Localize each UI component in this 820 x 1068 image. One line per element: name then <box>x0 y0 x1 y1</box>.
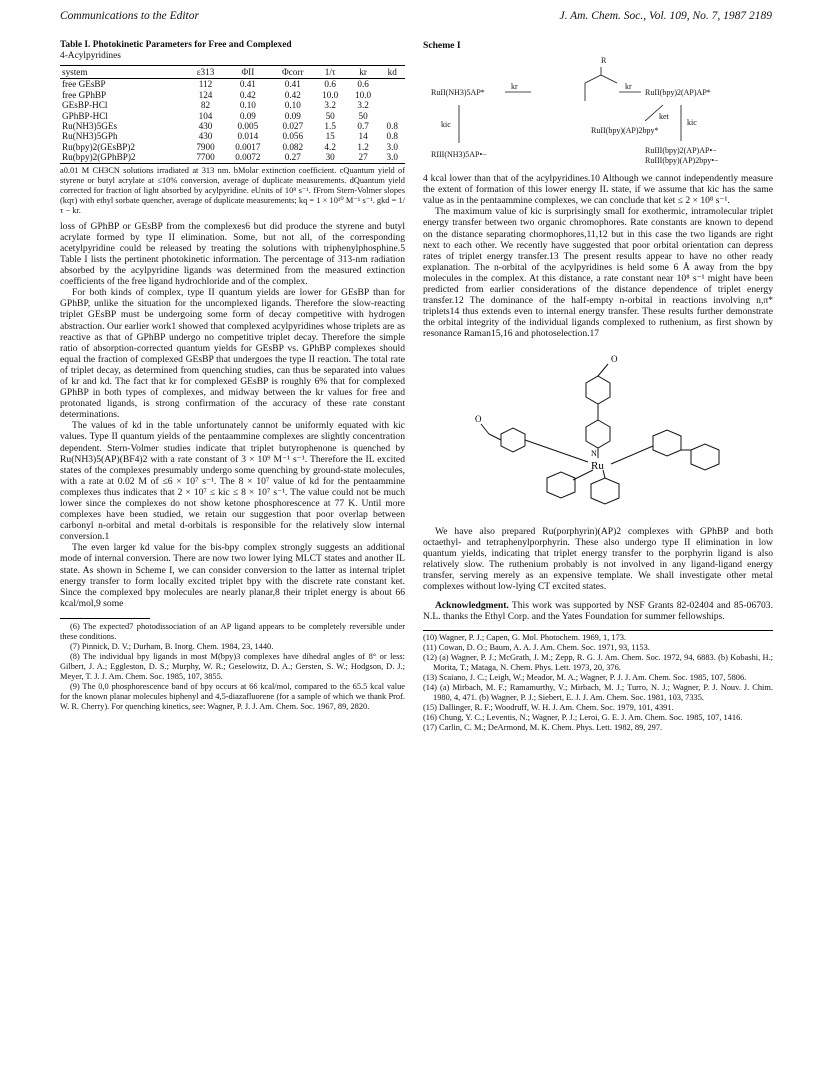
col-header: system <box>60 66 187 79</box>
table-cell: 124 <box>198 89 213 100</box>
scheme-ket: ket <box>659 112 669 122</box>
reference: (15) Dallinger, R. F.; Woodruff, W. H. J. Am. Chem. Soc. 1979, 101, 4391. <box>423 703 674 713</box>
scheme-bottom-left: RIII(NH3)5AP•− <box>431 150 487 160</box>
table-row <box>60 131 405 141</box>
ring-pyridine-left <box>501 428 525 452</box>
table-cell: 0.41 <box>239 79 256 90</box>
table-cell: 0.27 <box>272 152 314 163</box>
table-subtitle: 4-Acylpyridines <box>60 51 121 61</box>
table-cell: 430 <box>198 121 213 132</box>
nitrogen-label: N <box>591 448 597 458</box>
scheme-r-label: R <box>601 56 607 66</box>
table-cell: 7900 <box>196 141 215 152</box>
col-header: Φcorr <box>272 66 314 79</box>
scheme-bracket <box>585 67 617 101</box>
table-cell: 0.8 <box>386 131 399 142</box>
running-header-left: Communications to the Editor <box>60 10 199 22</box>
table-cell: 7700 <box>187 152 224 163</box>
references-divider <box>423 630 773 631</box>
table-cell: 0.056 <box>282 131 304 142</box>
table-cell: 0.027 <box>282 121 304 132</box>
col-header: kd <box>380 66 405 79</box>
footnote: (8) The individual bpy ligands in most M(bpy)3 complexes have dihedral angles of 8° or less: Gilbert, J. A.; Eggleston, D. S.; Murphy, W. R.; Geselowitz, D. A.; Gersten, S. W.; Hodgson, D. J.; Meyer, T. J. J. Am. Chem. Soc. 1985, 107, 3855. <box>60 651 405 681</box>
table-row <box>60 152 405 163</box>
scheme-kr-left: kr <box>511 82 518 92</box>
table-cell: 10.0 <box>355 89 372 100</box>
table-cell: 15 <box>325 131 335 142</box>
table-cell: 0.41 <box>284 79 301 90</box>
acknowledgment-text: This work was supported by NSF Grants 82-02404 and 85-06703. N.L. thanks the Ethyl Corp. and the Yates Foundation for summer fellowships. <box>423 600 773 623</box>
table-cell: free GEsBP <box>62 79 106 90</box>
acknowledgment-paragraph <box>423 600 773 622</box>
table-cell: 0.10 <box>284 100 301 111</box>
table-cell: 0.7 <box>357 121 369 132</box>
body-paragraph: loss of GPhBP or GEsBP from the complexes6 but did produce the styrene and butyl acrylate formed by type II elimination. Some, but not all, of the corresponding acetylpyridine could be released by treating the solutions with triphenylphosphine.5 Table I lists the pertinent photokinetic information. The percentage of 313-nm radiation absorbed by the acylpyridine ligands was determined from the measured extinction coefficients of the free ligand hydrochloride and of the complex. <box>60 220 405 288</box>
running-header-right: J. Am. Chem. Soc., Vol. 109, No. 7, 1987 2189 <box>559 10 772 22</box>
table-cell: 0.42 <box>284 89 301 100</box>
ru-label: Ru <box>591 459 604 472</box>
table-cell: 0.0017 <box>235 141 261 152</box>
table-cell: 14 <box>358 131 368 142</box>
table-cell: 3.0 <box>380 152 405 163</box>
body-paragraph: The even larger kd value for the bis-bpy complex strongly suggests an additional mode of internal conversion. There are now two lower lying MLCT states and another IL state. As shown in Scheme I, we can consider conversion to the latter as internal triplet energy transfer to form locally excited triplet bpy with the discrete rate constant ket. Since the complexed bpy molecules are nearly planar,8 their triplet energy is about 66 kcal/mol,9 some <box>60 542 405 609</box>
table-cell: Ru(bpy)2(GPhBP)2 <box>60 152 187 163</box>
table-row <box>60 111 405 121</box>
table-row <box>60 121 405 131</box>
table-cell: 50 <box>325 110 335 121</box>
table-cell: 112 <box>198 79 213 90</box>
table-cell: 50 <box>358 110 368 121</box>
table-cell: 10.0 <box>322 89 339 100</box>
body-paragraph: The values of kd in the table unfortunately cannot be uniformly equated with kic values. Type II quantum yields of the pentaammine complexes are slightly concentration dependent. Stern-Volmer studies indicate that triplet butyrophenone is quenched by Ru(NH3)5(AP)(BF4)2 with a rate constant of 3 × 10⁹ M⁻¹ s⁻¹. Therefore the IL excited states of the complexes presumably undergo some quenching by ground-state molecules, with a rate at 0.02 M of ≤6 × 10⁷ s⁻¹. The 8 × 10⁷ value of kd for the pentaammine complexes thus indicates that 2 × 10⁷ ≤ kic ≤ 8 × 10⁷ s⁻¹. The value could not be much lower since the complexes do not show ketone phosphorescence at 77 K. Until more complexes have been studied, we retain our suggestion that poor overlap between carbonyl n-orbital and metal d-orbitals is responsible for the relatively slow internal conversion.1 <box>60 420 405 543</box>
table-cell: 0.014 <box>237 131 259 142</box>
reference: (16) Chung, Y. C.; Leventis, N.; Wagner, P. J.; Leroi, G. E. J. Am. Chem. Soc. 1985, 107, 1416. <box>423 713 743 723</box>
table-cell: Ru(bpy)2(GEsBP)2 <box>62 141 135 152</box>
scheme-diagram <box>423 53 773 173</box>
table-cell: 82 <box>200 100 211 111</box>
col-header: kr <box>347 66 380 79</box>
table-cell: 0.005 <box>237 121 259 132</box>
oxygen-label-top: O <box>611 353 618 364</box>
reference: (10) Wagner, P. J.; Capen, G. Mol. Photochem. 1969, 1, 173. <box>423 633 627 643</box>
body-paragraph: The maximum value of kic is surprisingly small for exothermic, intramolecular triplet energy transfer between two organic chromophores. Rate constants are known to depend on the distance separating chormophores,11,12 but in this case the two ligands are right next to each other. We recently have suggested that poor orbital orientation can depress rates of triplet energy transfer.13 The present results appear to have no other ready explanation. The n-orbital of the acylpyridines is held some 6 Å away from the bpy molecules in the complex. At this distance, a rate constant near 10⁸ s⁻¹ might have been predicted from earlier considerations of the distance dependence of triplet energy transfer.12 The dominance of the half-empty n-orbital in reactions involving n,π* triplets14 thus extends even to internal energy transfer. These results further demonstrate the orbital integrity of the individual ligands complexed to ruthenium, as first shown by resonance Raman15,16 and photoselection.17 <box>423 206 773 340</box>
table-cell: 0.09 <box>239 110 256 121</box>
ring-bpy-right-1 <box>653 430 681 456</box>
table-cell: 0.8 <box>386 121 399 132</box>
table-cell: 430 <box>198 131 213 142</box>
table-cell: GEsBP-HCl <box>62 100 108 111</box>
table-cell <box>380 79 405 90</box>
table-cell: 0.42 <box>239 89 256 100</box>
table-cell: 3.2 <box>324 100 336 111</box>
table-cell: 0.6 <box>357 79 369 90</box>
table-cell: 1.5 <box>324 121 336 132</box>
table-cell <box>380 111 405 121</box>
table-cell: 0.082 <box>282 141 304 152</box>
table-cell: 0.09 <box>284 110 301 121</box>
references-list <box>423 633 773 733</box>
scheme-top-right: RuII(bpy)2(AP)AP* <box>645 88 711 98</box>
body-paragraph: We have also prepared Ru(porphyrin)(AP)2 complexes with GPhBP and both octaethyl- and tetraphenylporphyrin. These also undergo type II elimination in low quantum yields, indicating that triplet energy transfer to the porphyrin ligand is also relatively slow. The ruthenium probably is not involved in any ligand-ligand energy transfer, serving merely as an expensive template. We shall investigate other metal complexes without low-lying CT excited states. <box>423 525 773 592</box>
reference: (14) (a) Mirbach, M. F.; Ramamurthy, V.; Mirbach, M. J.; Turro, N. J.; Wagner, P. J. Nouv. J. Chim. 1980, 4, 471. (b) Wagner, P. J.; Siebert, E. J. J. Am. Chem. Soc. 1981, 103, 7335. <box>423 683 773 703</box>
table-cell <box>380 90 405 100</box>
oxygen-label-left: O <box>475 413 482 424</box>
scheme-top-left: RuII(NH3)5AP* <box>431 88 485 98</box>
table-cell: 30 <box>314 152 347 163</box>
table-title: Table I. Photokinetic Parameters for Free and Complexed <box>60 40 292 50</box>
table-cell: 4.2 <box>324 141 336 152</box>
table-cell: 1.2 <box>357 141 369 152</box>
col-header: 1/τ <box>314 66 347 79</box>
ring-bpy-bottom <box>591 478 619 504</box>
scheme-kr-right: kr <box>625 82 632 92</box>
ring-pyridine-top <box>586 420 610 448</box>
photokinetic-table <box>60 65 405 164</box>
table-cell: free GPhBP <box>62 89 107 100</box>
table-cell: 0.6 <box>324 79 336 90</box>
footnote-divider <box>60 618 150 619</box>
footnote: (7) Pinnick, D. V.; Durham, B. Inorg. Chem. 1984, 23, 1440. <box>70 641 274 651</box>
reference: (13) Scaiano, J. C.; Leigh, W.; Meador, M. A.; Wagner, P. J. J. Am. Chem. Soc. 1985, 107, 5806. <box>423 673 747 683</box>
ring-bpy-right-2 <box>691 444 719 470</box>
table-row <box>60 79 405 90</box>
table-cell: 3.0 <box>386 141 399 152</box>
ring-bpy-left <box>547 472 575 498</box>
table-cell: 0.0072 <box>224 152 272 163</box>
right-column <box>423 40 773 733</box>
reference: (11) Cowan, D. O.; Baum, A. A. J. Am. Chem. Soc. 1971, 93, 1153. <box>423 643 650 653</box>
table-cell: 104 <box>198 110 213 121</box>
scheme-mid-right: RuII(bpy)(AP)2bpy* <box>591 126 659 136</box>
scheme-bottom-right-1: RuIII(bpy)2(AP)AP•− <box>645 146 717 156</box>
scheme-bottom-right-2: RuIII(bpy)(AP)2bpy•− <box>645 156 719 166</box>
body-paragraph: For both kinds of complex, type II quantum yields are lower for GEsBP than for GPhBP, unlike the situation for the uncomplexed ligands. Therefore the slow-reacting triplet GEsBP must be undergoing some form of decay competitive with hydrogen abstraction. Our earlier work1 showed that complexed acylpyridines whose triplets are as reactive as that of GPhBP undergo no competitive triplet decay. Therefore the simple ratio of absorption-corrected quantum yields for GEsBP vs. GPhBP complexes should equal the fraction of complexed GEsBP that undergoes the type II reaction. The total rate of triplet decay, as determined from quenching studies, can thus be separated into values of kr and kd. The fact that kr for complexed GEsBP is roughly 6% that for complexed GPhBP in both types of complexes, and midway between the kr values for free and protonated ligands, is strong confirmation of the accuracy of these rate constant determinations. <box>60 287 405 421</box>
table-body <box>60 79 405 163</box>
table-cell: 3.2 <box>357 100 369 111</box>
footnote: (9) The 0,0 phosphorescence band of bpy occurs at 66 kcal/mol, compared to the 65.5 kcal value for the known planar molecules biphenyl and 4,5-diazafluorene (for a sample of which we thank Prof. W. R. Cherry). For quenching kinetics, see: Wagner, P. J. J. Am. Chem. Soc. 1967, 89, 2820. <box>60 681 405 711</box>
table-cell: Ru(NH3)5GPh <box>62 131 118 142</box>
col-header: ΦII <box>224 66 272 79</box>
left-column <box>60 40 405 712</box>
table-cell: Ru(NH3)5GEs <box>62 121 118 132</box>
acknowledgment-label: Acknowledgment. <box>435 600 509 612</box>
ru-complex-structure <box>423 346 773 516</box>
scheme-kic-right: kic <box>687 118 697 128</box>
table-cell <box>380 100 405 110</box>
reference: (12) (a) Wagner, P. J.; McGrath, J. M.; Zepp, R. G. J. Am. Chem. Soc. 1972, 94, 6883. (b) Kobashi, H.; Morita, T.; Mataga, N. Chem. Phys. Lett. 1973, 20, 376. <box>423 653 773 673</box>
table-cell: 27 <box>347 152 380 163</box>
table-row <box>60 142 405 152</box>
table-row <box>60 100 405 110</box>
table-row <box>60 90 405 100</box>
table-notes: a0.01 M CH3CN solutions irradiated at 313 nm. bMolar extinction coefficient. cQuantum yield of styrene or butyl acrylate at ≤10% conversion, average of duplicate measurements. dQuantum yield corrected for fraction of light absorbed by acylpyridine. eUnits of 10⁸ s⁻¹. fFrom Stern-Volmer slopes (kqτ) with ethyl sorbate quencher, average of duplicate measurements; kq = 1 × 10¹⁰ M⁻¹ s⁻¹. gkd = 1/τ − kr. <box>60 165 405 215</box>
col-header: ε313 <box>187 66 224 79</box>
table-header-row <box>60 66 405 79</box>
reference: (17) Carlin, C. M.; DeArmond, M. K. Chem. Phys. Lett. 1982, 89, 297. <box>423 723 663 733</box>
scheme-title: Scheme I <box>423 40 461 51</box>
ring-top <box>586 376 610 404</box>
table-cell: GPhBP-HCl <box>62 110 108 121</box>
body-paragraph: 4 kcal lower than that of the acylpyridines.10 Although we cannot independently measure the extent of formation of this lower energy IL state, if we assume that kic has the same value as in the pentaammine complexes, we can conclude that ket ≤ 2 × 10⁸ s⁻¹. <box>423 173 773 207</box>
scheme-kic-left: kic <box>441 120 451 130</box>
table-cell: 0.10 <box>239 100 256 111</box>
footnote: (6) The expected7 photodissociation of an AP ligand appears to be completely reversible under these conditions. <box>60 621 405 641</box>
